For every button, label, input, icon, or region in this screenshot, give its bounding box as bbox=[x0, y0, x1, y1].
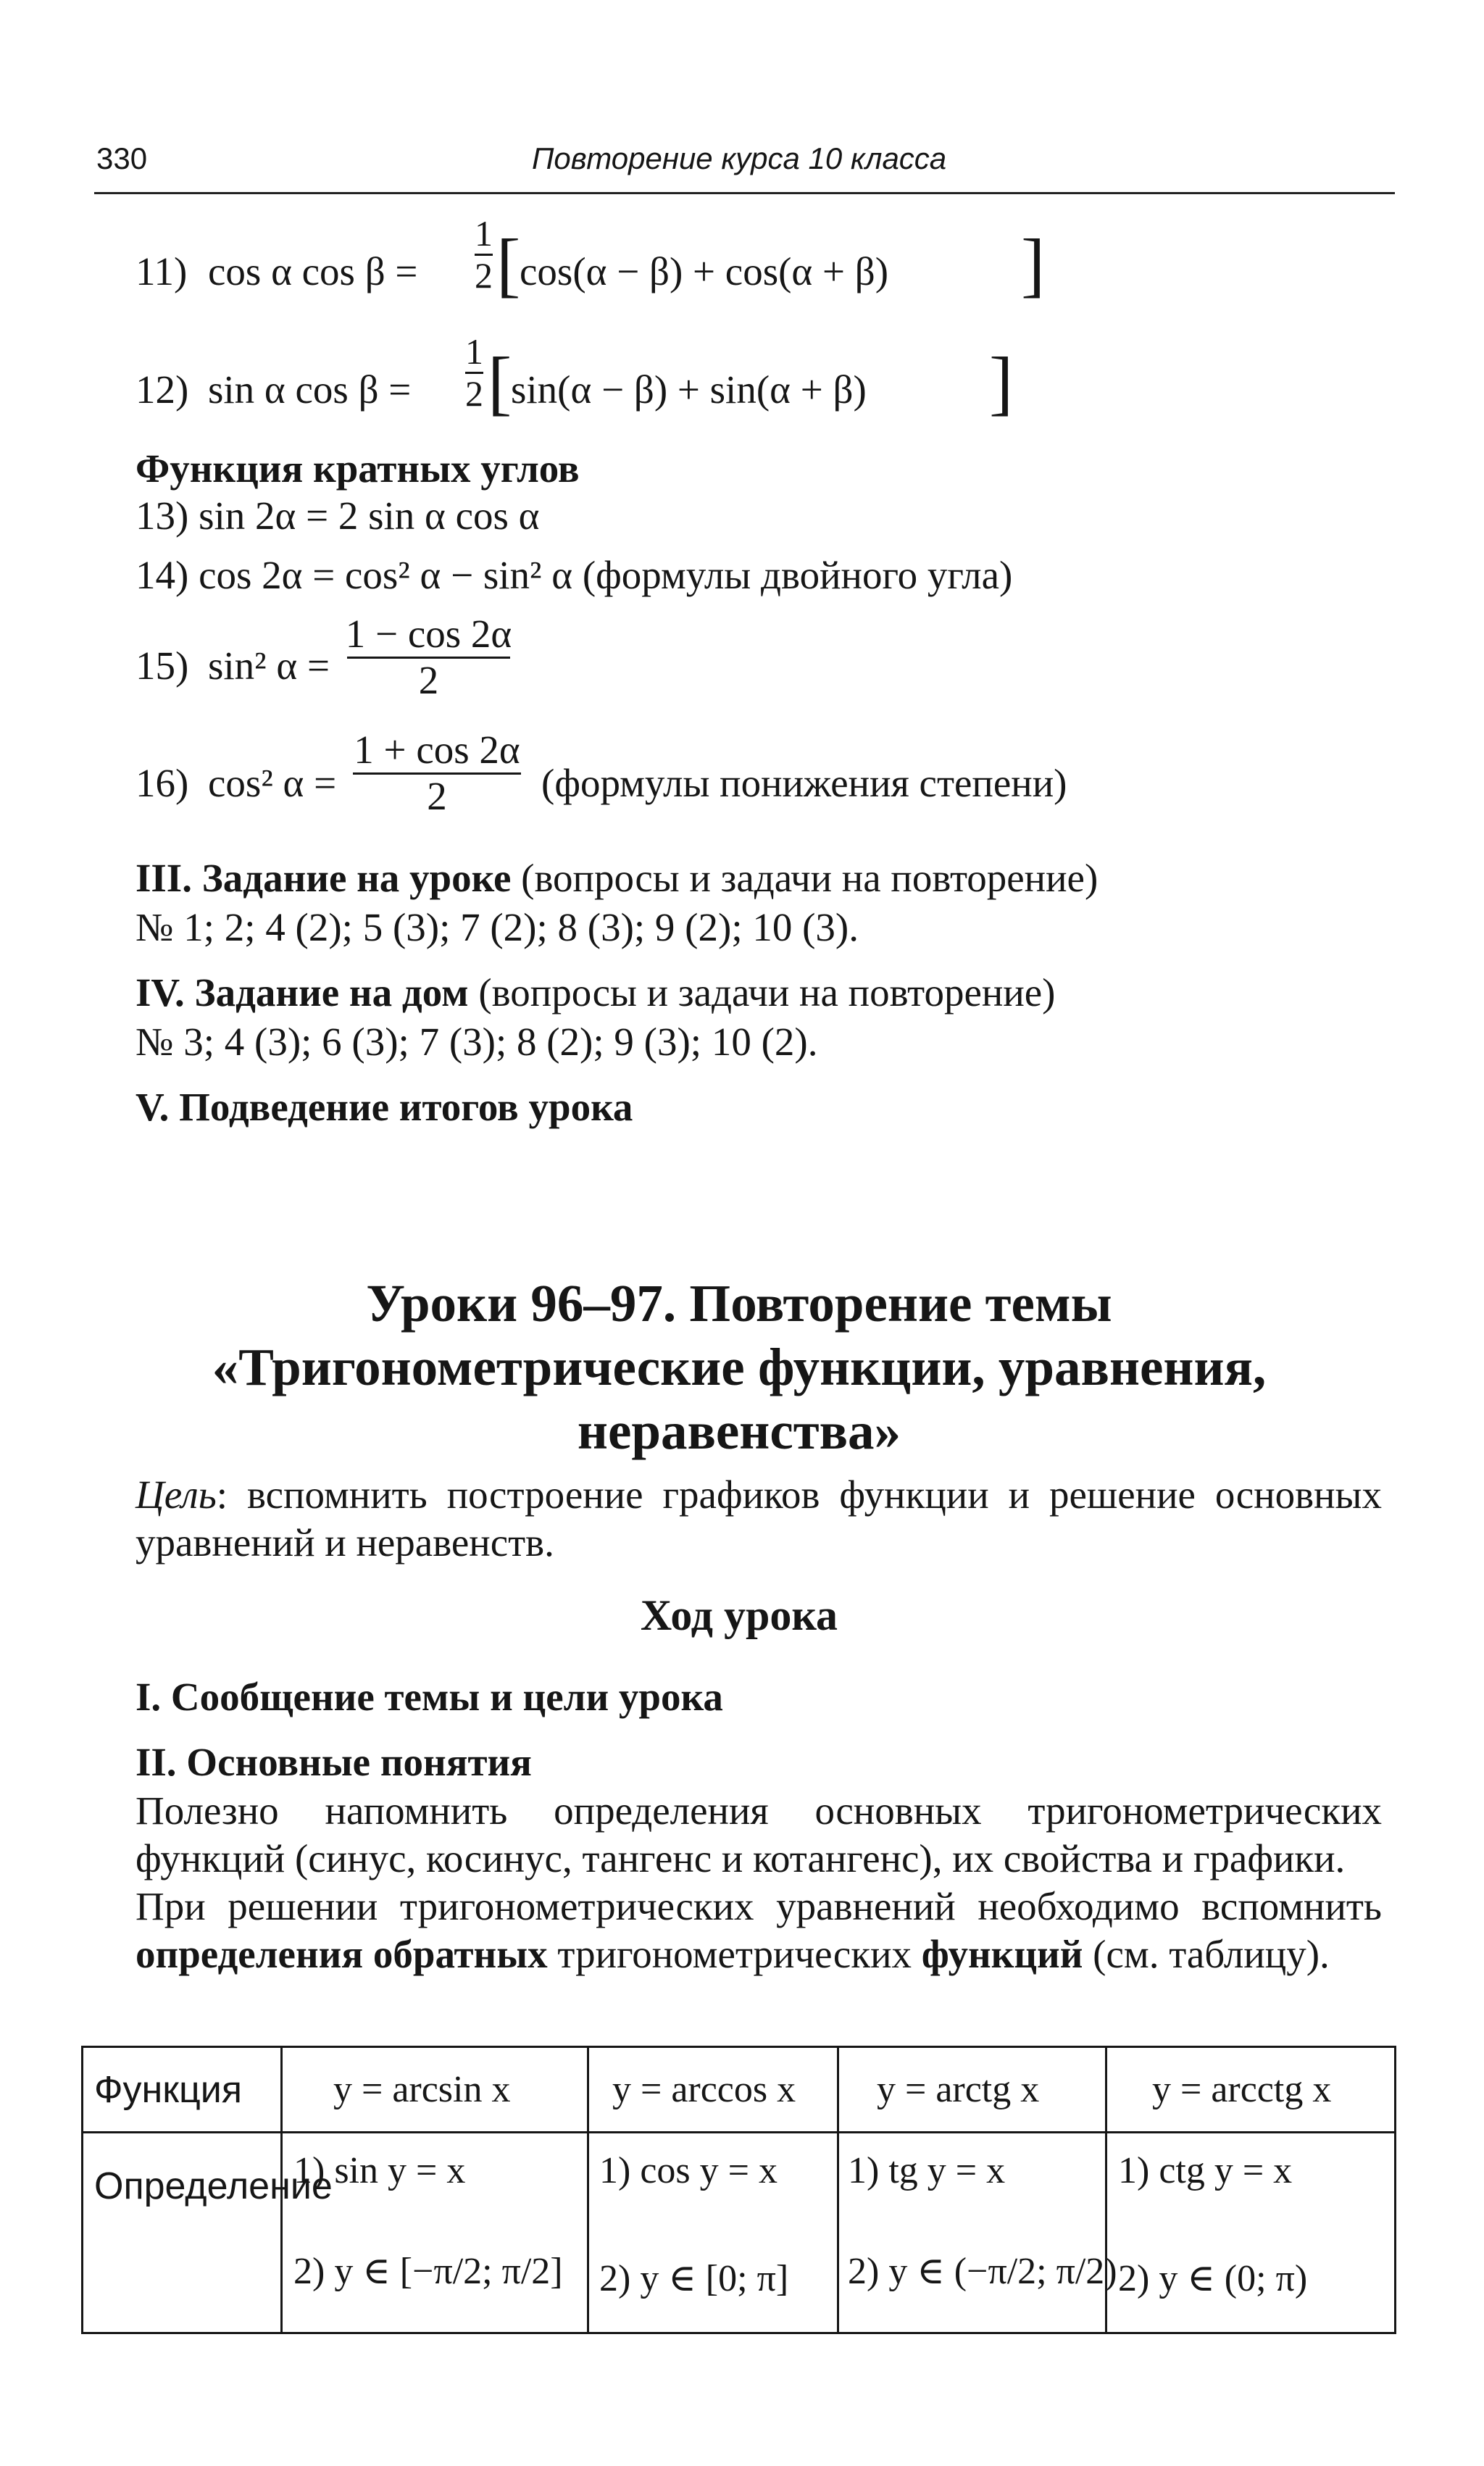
table-header-arcctg: y = arcctg x bbox=[1152, 2069, 1332, 2110]
arcctg-condition-2: 2) y ∈ (0; π) bbox=[1118, 2258, 1308, 2299]
arccos-condition-1: 1) cos y = x bbox=[599, 2150, 778, 2191]
table-header-function: Функция bbox=[94, 2069, 242, 2111]
lesson-task-line: III. Задание на уроке (вопросы и задачи на повторение) bbox=[136, 856, 1099, 900]
arcctg-condition-1: 1) ctg y = x bbox=[1118, 2150, 1293, 2191]
inverse-functions-table bbox=[81, 2046, 1396, 2334]
arcsin-condition-1: 1) sin y = x bbox=[293, 2150, 466, 2191]
part-2-heading: II. Основные понятия bbox=[136, 1740, 532, 1784]
home-task-list: № 3; 4 (3); 6 (3); 7 (3); 8 (2); 9 (3); 10 (2). bbox=[136, 1020, 818, 1064]
arcsin-condition-2: 2) y ∈ [−π/2; π/2] bbox=[293, 2251, 563, 2292]
formula-13: 13) sin 2α = 2 sin α cos α bbox=[136, 493, 540, 538]
table-header-arcsin: y = arcsin x bbox=[333, 2069, 511, 2110]
lesson-title: Уроки 96–97. Повторение темы «Тригонометрические функции, уравнения, неравенства» bbox=[212, 1274, 1267, 1460]
inverse-functions-paragraph: При решении тригонометрических уравнений необходимо вспомнить определения обратных тригонометрических функций (см. таблицу). bbox=[136, 1884, 1382, 1976]
table-header-arccos: y = arccos x bbox=[612, 2069, 796, 2110]
lesson-course-heading: Ход урока bbox=[640, 1591, 838, 1639]
lesson-task-list: № 1; 2; 4 (2); 5 (3); 7 (2); 8 (3); 9 (2); 10 (3). bbox=[136, 905, 859, 949]
formula-14: 14) cos 2α = cos² α − sin² α (формулы двойного угла) bbox=[136, 553, 1013, 597]
home-task-line: IV. Задание на дом (вопросы и задачи на повторение) bbox=[136, 970, 1056, 1015]
part-1-heading: I. Сообщение темы и цели урока bbox=[136, 1675, 723, 1719]
section-heading-multiple-angles: Функция кратных углов bbox=[136, 446, 580, 491]
basic-concepts-paragraph: Полезно напомнить определения основных тригонометрических функций (синус, косинус, тангенс и котангенс), их свойства и графики. bbox=[136, 1788, 1382, 1880]
table-header-arctg: y = arctg x bbox=[877, 2069, 1040, 2110]
arctg-condition-1: 1) tg y = x bbox=[848, 2150, 1006, 2191]
running-title: Повторение курса 10 класса bbox=[532, 141, 947, 175]
page-number: 330 bbox=[96, 141, 148, 175]
arctg-condition-2: 2) y ∈ (−π/2; π/2) bbox=[848, 2251, 1117, 2292]
summary-heading: V. Подведение итогов урока bbox=[136, 1085, 633, 1129]
page-header bbox=[94, 141, 1395, 194]
lesson-goal: Цель: вспомнить построение графиков функции и решение основных уравнений и неравенств. bbox=[136, 1472, 1382, 1565]
table-row-label-definition: Определение bbox=[94, 2165, 333, 2207]
textbook-page: 330 Повторение курса 10 класса 11) cos α cos β = 1 2 [ cos(α − β) + cos(α + β) ] 12) sin α cos β = 1 2 [ sin(α − β) + sin(α + β) ] Функция кратных углов 13) sin 2α = 2 sin α cos α 14) cos 2α = cos² α − sin² α (формулы двойного угла) 15) sin² α = 1 − cos 2α 2 16) cos² α = 1 + cos 2α 2 (формулы понижения степени) III. Задание на уроке (вопросы и задачи на повторение) № 1; 2; 4 (2); 5 (3); 7 (2); 8 (3); 9 (2); 10 (3). IV. Задание на дом (вопросы и задачи на повторение) № 3; 4 (3); 6 (3); 7 (3); 8 (2); 9 (3); 10 (2). V. Подведение итогов урока Уроки 96–97. Повторение темы «Тригонометрические функции, уравнения, неравенства» Цель: вспомнить построение графиков функции и решение основных уравнений и неравенств. Ход урока I. Сообщение темы и цели урока II. Основные понятия Полезно напомнить определения основных тригонометрических функций (синус, косинус, тангенс и котангенс), их свойства и графики. При решении тригонометрических уравнений необходимо вспомнить определения обратных тригонометрических функций (см. таблицу). Функция y = arcsin x y = arccos x y = arctg x y = arcctg x Определение 1) sin y = x 2) y ∈ [−π/2; π/2] 1) cos y = x 2) y ∈ [0; π] 1) tg y = x 2) y ∈ (−π/2; π/2) 1) ctg y = x 2) y ∈ (0; π) bbox=[0, 0, 1484, 2466]
arccos-condition-2: 2) y ∈ [0; π] bbox=[599, 2258, 789, 2299]
